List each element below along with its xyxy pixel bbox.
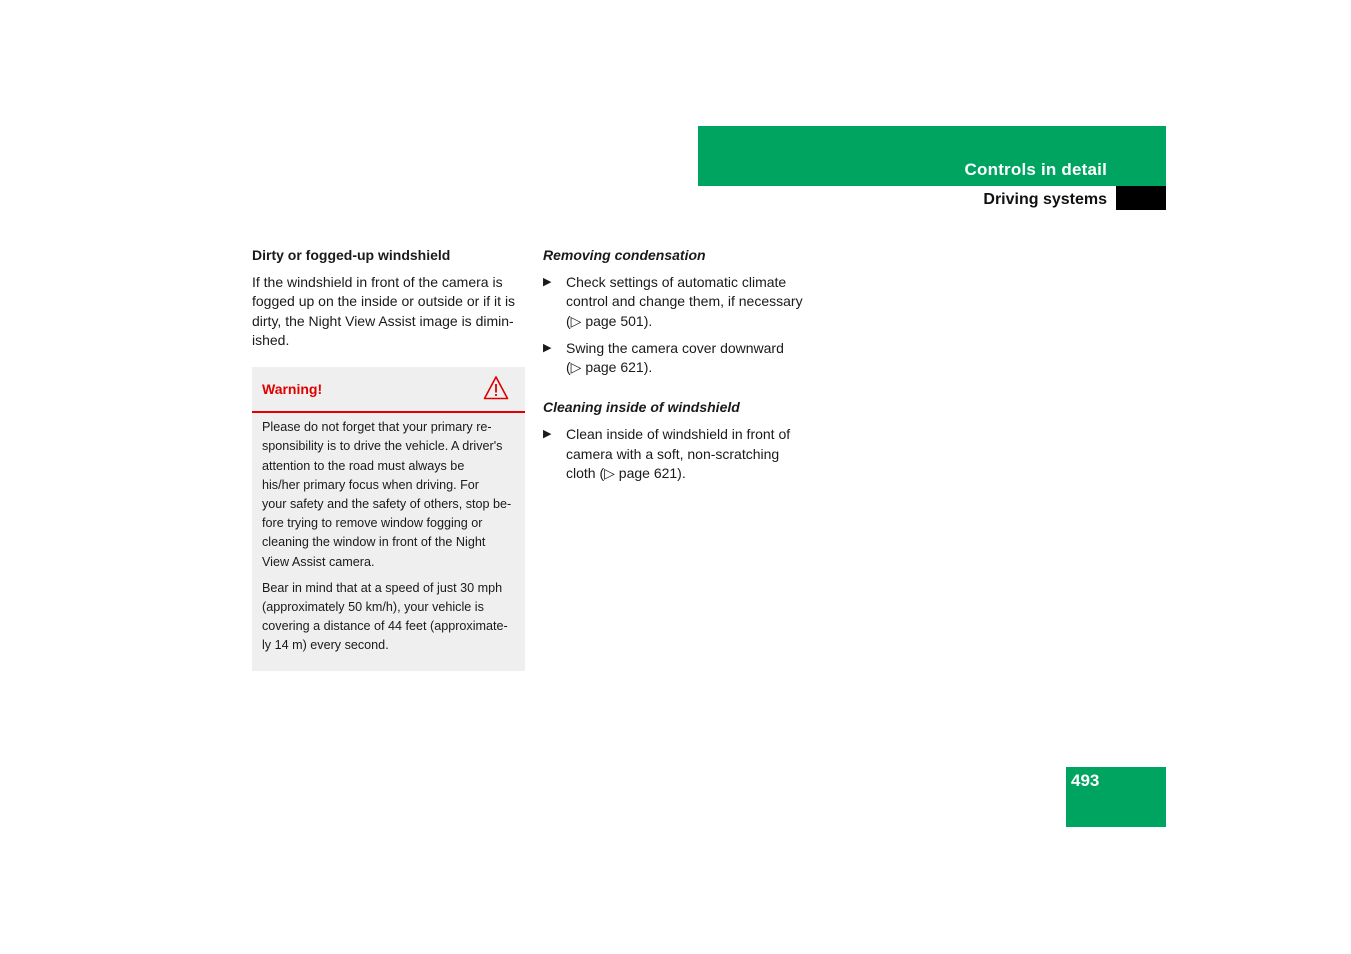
text-line: If the windshield in front of the camera is [252, 274, 503, 290]
text-line: camera with a soft, non-scratching [566, 445, 780, 462]
section-title: Driving systems [983, 191, 1107, 208]
bullet-arrow-icon: ▶ [543, 276, 552, 288]
page-reference-link[interactable]: (▷ page 621). [566, 359, 653, 376]
warning-title: Warning! [262, 381, 323, 398]
warning-paragraph-1 [262, 418, 515, 572]
warning-triangle-icon [483, 375, 509, 401]
text-line: his/her primary focus when driving. For [262, 477, 479, 492]
text-line: sponsibility is to drive the vehicle. A driver's [262, 439, 503, 454]
text-line: control and change them, if necessary [566, 293, 803, 310]
text-line: Please do not forget that your primary re- [262, 420, 492, 435]
heading-cleaning-windshield: Cleaning inside of windshield [543, 399, 740, 416]
text-line: Bear in mind that at a speed of just 30 mph [262, 580, 503, 595]
page-reference-link[interactable]: (▷ page 501). [566, 312, 653, 329]
list-item [543, 339, 823, 378]
text-line: (approximately 50 km/h), your vehicle is [262, 600, 484, 615]
text-line: cleaning the window in front of the Night [262, 535, 486, 550]
text-line: Swing the camera cover downward [566, 339, 784, 356]
text-line: View Assist camera. [262, 554, 375, 569]
section-marker-block [1116, 186, 1166, 210]
chapter-header [698, 126, 1166, 186]
page-number-box [1066, 767, 1166, 827]
warning-paragraph-2 [262, 579, 515, 656]
bullet-arrow-icon: ▶ [543, 428, 552, 441]
text-line: dirty, the Night View Assist image is dimin- [252, 312, 514, 329]
list-item [543, 273, 823, 331]
warning-header [252, 367, 525, 413]
text-line: ly 14 m) every second. [262, 638, 389, 653]
heading-dirty-windshield: Dirty or fogged-up windshield [252, 247, 451, 263]
left-column [252, 246, 526, 671]
list-item [543, 425, 823, 483]
text-line: your safety and the safety of others, stop be- [262, 497, 512, 511]
page-reference-link[interactable]: cloth (▷ page 621). [566, 465, 686, 482]
text-line: fogged up on the inside or outside or if it is [252, 293, 516, 310]
intro-paragraph [252, 273, 526, 350]
text-line: fore trying to remove window fogging or [262, 516, 483, 531]
warning-body [252, 413, 525, 655]
right-column [543, 246, 823, 491]
warning-box [252, 367, 525, 670]
text-line: ished. [252, 331, 290, 348]
chapter-title: Controls in detail [964, 160, 1107, 179]
text-line: attention to the road must always be [262, 458, 465, 473]
section-header [698, 186, 1166, 210]
bullet-arrow-icon: ▶ [543, 341, 552, 354]
text-line: Clean inside of windshield in front of [566, 426, 791, 443]
page-number: 493 [1071, 771, 1100, 790]
heading-removing-condensation: Removing condensation [543, 247, 706, 263]
text-line: covering a distance of 44 feet (approximate- [262, 619, 508, 634]
text-line: Check settings of automatic climate [566, 274, 787, 290]
